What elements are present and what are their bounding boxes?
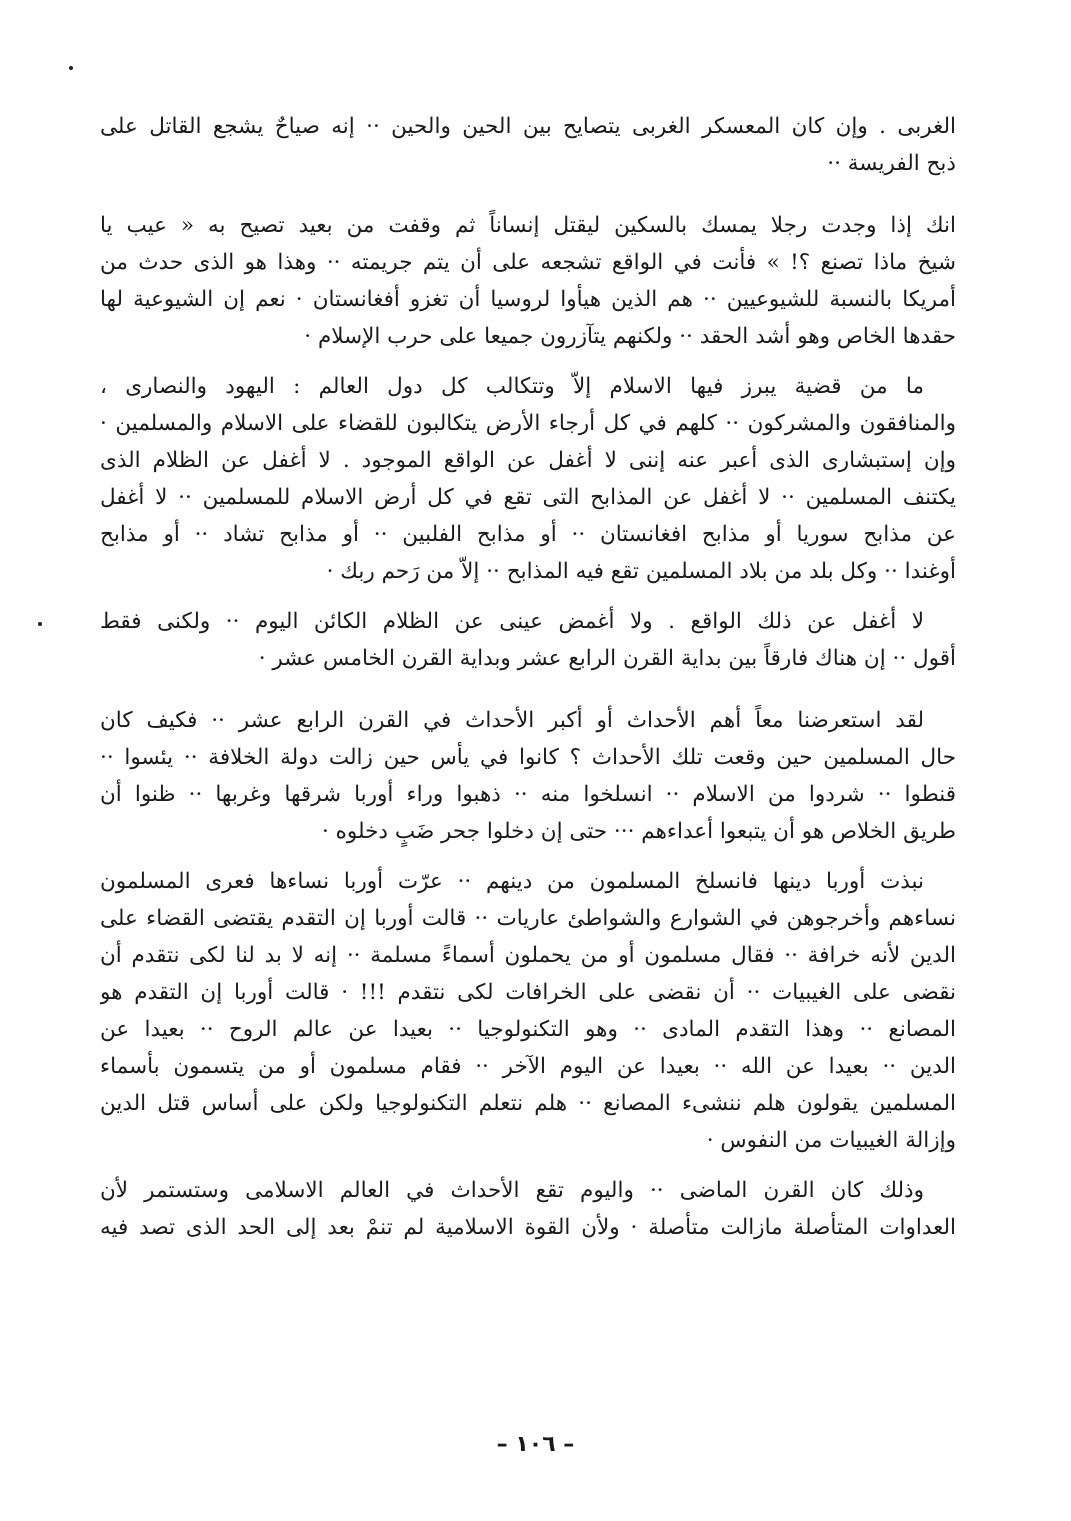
text-line: الدين لأنه خرافة ·· فقال مسلمون أو من يحملون أسماءً مسلمة ·· إنه لا بد لنا لكى نتقدم أن [100, 943, 956, 968]
paragraph [100, 207, 956, 355]
text-line: يكتنف المسلمين ·· لا أغفل عن المذابح التى تقع في كل أرض الاسلام للمسلمين ·· لا أغفل [100, 485, 956, 510]
text-line: وإن إستبشارى الذى أعبر عنه إننى لا أغفل عن الواقع الموجود . لا أغفل عن الظلام الذى [100, 448, 956, 473]
text-line: والمنافقون والمشركون ·· كلهم في كل أرجاء الأرض يتكالبون للقضاء على الاسلام والمسلمين · [100, 411, 956, 436]
text-line: لا أغفل عن ذلك الواقع . ولا أغمض عينى عن الظلام الكائن اليوم ·· ولكنى فقط [100, 609, 924, 634]
text-line: نقضى على الغيبيات ·· أن نقضى على الخرافات لكى نتقدم !!! · قالت أوربا إن التقدم هو [100, 980, 956, 1005]
text-line: المصانع ·· وهذا التقدم المادى ·· وهو التكنولوجيا ·· بعيدا عن عالم الروح ·· بعيدا عن [100, 1017, 956, 1042]
text-line: قنطوا ·· شردوا من الاسلام ·· انسلخوا منه ·· ذهبوا وراء أوربا شرقها وغربها ·· ظنوا أن [100, 782, 956, 807]
paragraph [100, 863, 956, 1159]
text-line: العداوات المتأصلة مازالت متأصلة · ولأن القوة الاسلامية لم تنمْ بعد إلى الحد الذى تصد فيه [100, 1215, 956, 1240]
paragraph [100, 702, 956, 850]
text-line: نساءهم وأخرجوهن في الشوارع والشواطئ عاريات ·· قالت أوربا إن التقدم يقتضى القضاء على [100, 906, 956, 931]
text-line: أقول ·· إن هناك فارقاً بين بداية القرن الرابع عشر وبداية القرن الخامس عشر · [258, 646, 956, 671]
text-line: حقدها الخاص وهو أشد الحقد ·· ولكنهم يتآزرون جميعا على حرب الإسلام · [304, 324, 956, 349]
text-line: وإزالة الغيبيات من النفوس · [706, 1128, 956, 1153]
text-line: حال المسلمين حين وقعت تلك الأحداث ؟ كانوا في يأس حين زالت دولة الخلافة ·· يئسوا ·· [100, 745, 956, 770]
paragraph [100, 1172, 956, 1246]
paragraph [100, 108, 956, 182]
text-line: المسلمين يقولون هلم ننشىء المصانع ·· هلم نتعلم التكنولوجيا ولكن على أساس قتل الدين [100, 1091, 956, 1116]
page-number: – ١٠٦ – [496, 1432, 575, 1457]
text-line: عن مذابح سوريا أو مذابح افغانستان ·· أو مذابح الفلبين ·· أو مذابح تشاد ·· أو مذابح [100, 522, 956, 547]
text-line: لقد استعرضنا معاً أهم الأحداث أو أكبر الأحداث في القرن الرابع عشر ·· فكيف كان [100, 708, 924, 733]
text-line: أوغندا ·· وكل بلد من بلاد المسلمين تقع فيه المذابح ·· إلاّ من رَحم ربك · [326, 559, 956, 584]
text-line: طريق الخلاص هو أن يتبعوا أعداءهم ··· حتى إن دخلوا جحر ضَبٍ دخلوه · [321, 819, 956, 844]
scan-speck [38, 622, 42, 626]
text-line: شيخ ماذا تصنع ؟! » فأنت في الواقع تشجعه على أن يتم جريمته ·· وهذا هو الذى حدث من [100, 250, 956, 275]
body-text [100, 108, 956, 1246]
text-line: ذبح الفريسة ·· [827, 151, 956, 176]
paragraph [100, 603, 956, 677]
text-line: وذلك كان القرن الماضى ·· واليوم تقع الأحداث في العالم الاسلامى وستستمر لأن [100, 1178, 924, 1203]
text-line: الدين ·· بعيدا عن الله ·· بعيدا عن اليوم الآخر ·· فقام مسلمون أو من يتسمون بأسماء [100, 1054, 956, 1079]
text-line: أمريكا بالنسبة للشيوعيين ·· هم الذين هيأوا لروسيا أن تغزو أفغانستان · نعم إن الشيوعية لها [100, 287, 956, 312]
text-line: نبذت أوربا دينها فانسلخ المسلمون من دينهم ·· عرّت أوربا نساءها فعرى المسلمون [100, 869, 924, 894]
text-line: انك إذا وجدت رجلا يمسك بالسكين ليقتل إنساناً ثم وقفت من بعيد تصيح به « عيب يا [100, 213, 956, 238]
paragraph [100, 368, 956, 590]
text-line: الغربى . وإن كان المعسكر الغربى يتصايح بين الحين والحين ·· إنه صياحٌ يشجع القاتل على [100, 114, 956, 139]
scan-speck [69, 66, 73, 70]
text-line: ما من قضية يبرز فيها الاسلام إلاّ وتتكالب كل دول العالم : اليهود والنصارى ، [100, 374, 924, 399]
